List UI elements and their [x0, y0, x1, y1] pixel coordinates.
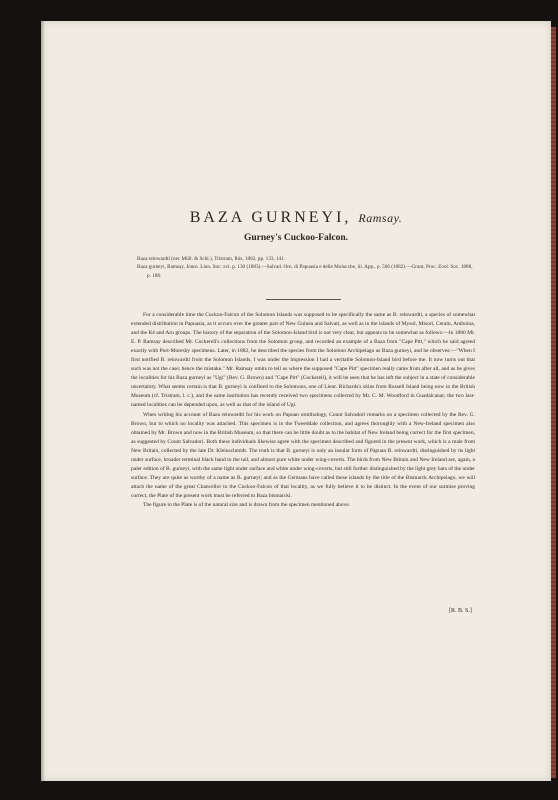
author-initials: [R. B. S.] [449, 608, 472, 614]
page-gutter-shadow [41, 21, 45, 781]
book-edge [551, 27, 556, 778]
body-paragraph: When writing his account of Baza reinwardti for his work on Papuan ornithology, Count Salvadori remarks on a specimen collected by the Rev. G. Brown, but to which no locality was attached. This specimen is in the Tweeddale collection, and agrees thoroughly with a New-Ireland specimen also obtained by Mr. Brown and now in the British Museum, so that there can be little doubt as to the habitat of New Ireland being correct for the first specimen, as suggested by Count Salvadori. Both these individuals likewise agree with the specimen described and figured in the present work, which is a male from New Britain, collected by the late Dr. Kleinschmidt. The truth is that B. gurneyi is only an insular form of Papuan B. reinwardti, distinguished by its light under surface, broader terminal black band to the tail, and almost pure white under wing-coverts. The birds from New Britain and New Ireland are, again, a paler edition of B. gurneyi, with the same light under surface and white under wing-coverts, but still further distinguished by the light grey bars of the under surface. They are quite as worthy of a name as B. gurneyi; and as the Germans have called these islands by the title of the Bismarck Archipelago, we will attach the name of the great Chancellor to the Cuckoo-Falcon of that locality, as we fully believe it to be distinct. In the event of our surmise proving correct, the Plate of the present work must be referred to Baza bismarcki. [131, 411, 475, 499]
synonymy-entry: Baza gurneyi, Ramsay, Journ. Linn. Soc. xvi. p. 130 (1883).—Salvad. Orn. di Papuasia e delle Molucche, iii. App., p. 506 (1882).—Grant, Proc. Zool. Soc. 1888, p. 188. [137, 264, 473, 279]
body-paragraph: The figure in the Plate is of the natural size and is drawn from the specimen mentioned above. [143, 501, 351, 508]
body-paragraph: For a considerable time the Cuckoo-Falcon of the Solomon Islands was supposed to be specifically the same as B. reinwardti, a species of somewhat extended distribution in Papuasia, as it occurs over the greater part of New Guinea and Salvati, as well as in the islands of Mysol, Misori, Ceram, Amboina, and the Ké and Aru groups. The history of the separation of the Solomon-Island bird is not very clear, but appears to be somewhat as follows:—In 1880 Mr. E. P. Ramsay described Mr. Cockerell's collections from the Solomon group, and recorded an example of a Baza from "Cape Pitt," which he said agreed exactly with Port-Moresby specimens. Later, in 1882, he described the species from the Solomon Archipelago as Baza gurneyi, and he observes:—"When I first notified B. reinwardti from the Solomon Islands, I was under the impression I had a veritable Solomon-Island bird before me. It now turns out that such was not the case; hence the mistake." Mr. Ramsay omits to tell us where the supposed "Cape Pitt" specimen really came from after all, and as he gives the localities for his Baza gurneyi as "Ugi" (Rev. G. Brown) and "Cape Pitt" (Cockerell), it will be seen that he has left the subject in a state of considerable uncertainty. What seems certain is that B. gurneyi is confined to the Solomons, one of Lieut. Richards's skins from Russell Island being now in the British Museum (cf. Tristram, l. c.), and the same institution has recently received two specimens collected by Mr. C. M. Woodford in Guadalcanar; the two last-named localities can be depended upon, as well as that of the island of Ugi. [131, 312, 475, 409]
book-page [41, 21, 551, 781]
title-species: BAZA GURNEYI, [189, 209, 352, 226]
section-divider [266, 299, 341, 300]
title-author: Ramsay. [358, 211, 403, 225]
synonymy-entry: Baza reinwardti (nec Müll. & Schl.), Tristram, Ibis, 1882, pp. 133, 141. [137, 256, 286, 262]
page-title [41, 209, 551, 227]
synonymy-block [137, 255, 477, 280]
page-subtitle: Gurney's Cuckoo-Falcon. [244, 233, 348, 243]
article-body [131, 311, 475, 510]
